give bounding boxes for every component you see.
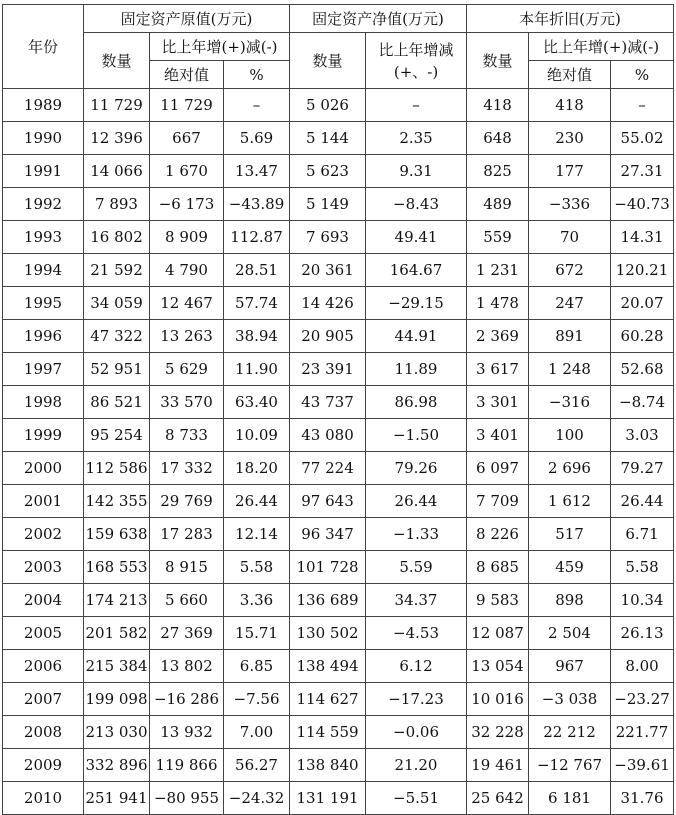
original-quantity-cell: 168 553: [84, 551, 150, 584]
depreciation-percent-cell: 27.31: [611, 155, 674, 188]
year-cell: 1996: [3, 320, 84, 353]
table-row: [3, 485, 674, 518]
original-absolute-cell: 12 467: [150, 287, 224, 320]
net-quantity-header: 数量: [290, 33, 366, 89]
depreciation-absolute-cell: 891: [529, 320, 611, 353]
net-change-cell: 34.37: [366, 584, 467, 617]
year-header: 年份: [3, 5, 84, 89]
net-change-cell: 9.31: [366, 155, 467, 188]
original-percent-cell: 13.47: [224, 155, 290, 188]
year-cell: 2001: [3, 485, 84, 518]
year-cell: 1993: [3, 221, 84, 254]
original-quantity-cell: 21 592: [84, 254, 150, 287]
year-cell: 2002: [3, 518, 84, 551]
depreciation-absolute-cell: 2 504: [529, 617, 611, 650]
net-quantity-cell: 96 347: [290, 518, 366, 551]
depreciation-quantity-cell: 2 369: [467, 320, 529, 353]
original-percent-cell: 6.85: [224, 650, 290, 683]
depreciation-quantity-cell: 8 226: [467, 518, 529, 551]
original-percent-cell: 7.00: [224, 716, 290, 749]
original-quantity-cell: 215 384: [84, 650, 150, 683]
depreciation-quantity-cell: 7 709: [467, 485, 529, 518]
year-cell: 2005: [3, 617, 84, 650]
table-row: [3, 221, 674, 254]
year-cell: 1998: [3, 386, 84, 419]
original-percent-cell: −24.32: [224, 782, 290, 815]
original-quantity-cell: 12 396: [84, 122, 150, 155]
depreciation-percent-cell: 6.71: [611, 518, 674, 551]
depreciation-quantity-cell: 9 583: [467, 584, 529, 617]
depreciation-quantity-cell: 1 231: [467, 254, 529, 287]
original-absolute-header: 绝对值: [150, 61, 224, 89]
fixed-assets-table: [2, 4, 674, 815]
table-row: [3, 188, 674, 221]
net-change-cell: −4.53: [366, 617, 467, 650]
depreciation-percent-cell: 55.02: [611, 122, 674, 155]
year-cell: 1990: [3, 122, 84, 155]
depreciation-percent-cell: 221.77: [611, 716, 674, 749]
net-change-cell: –: [366, 89, 467, 122]
original-percent-cell: –: [224, 89, 290, 122]
depreciation-percent-cell: 3.03: [611, 419, 674, 452]
depreciation-absolute-cell: −316: [529, 386, 611, 419]
depreciation-absolute-header: 绝对值: [529, 61, 611, 89]
year-cell: 2010: [3, 782, 84, 815]
net-quantity-cell: 43 737: [290, 386, 366, 419]
year-cell: 2006: [3, 650, 84, 683]
depreciation-absolute-cell: −336: [529, 188, 611, 221]
depreciation-percent-cell: −39.61: [611, 749, 674, 782]
year-cell: 1989: [3, 89, 84, 122]
original-absolute-cell: 17 283: [150, 518, 224, 551]
original-percent-header: %: [224, 61, 290, 89]
net-change-cell: −8.43: [366, 188, 467, 221]
net-change-cell: 79.26: [366, 452, 467, 485]
original-absolute-cell: 8 733: [150, 419, 224, 452]
depreciation-quantity-cell: 13 054: [467, 650, 529, 683]
original-percent-cell: 3.36: [224, 584, 290, 617]
depreciation-absolute-cell: 459: [529, 551, 611, 584]
net-change-cell: 5.59: [366, 551, 467, 584]
net-quantity-cell: 23 391: [290, 353, 366, 386]
depreciation-percent-cell: −23.27: [611, 683, 674, 716]
original-percent-cell: 38.94: [224, 320, 290, 353]
depreciation-percent-cell: −40.73: [611, 188, 674, 221]
net-quantity-cell: 5 026: [290, 89, 366, 122]
original-absolute-cell: 29 769: [150, 485, 224, 518]
depreciation-quantity-cell: 12 087: [467, 617, 529, 650]
net-quantity-cell: 101 728: [290, 551, 366, 584]
net-quantity-cell: 5 144: [290, 122, 366, 155]
depreciation-percent-cell: 14.31: [611, 221, 674, 254]
table-row: [3, 419, 674, 452]
table-row: [3, 551, 674, 584]
original-quantity-cell: 142 355: [84, 485, 150, 518]
depreciation-quantity-cell: 3 617: [467, 353, 529, 386]
net-quantity-cell: 97 643: [290, 485, 366, 518]
original-absolute-cell: 27 369: [150, 617, 224, 650]
depreciation-quantity-cell: 825: [467, 155, 529, 188]
depreciation-percent-cell: 20.07: [611, 287, 674, 320]
original-quantity-cell: 52 951: [84, 353, 150, 386]
original-quantity-cell: 47 322: [84, 320, 150, 353]
original-absolute-cell: 667: [150, 122, 224, 155]
net-quantity-cell: 20 905: [290, 320, 366, 353]
depreciation-percent-cell: 60.28: [611, 320, 674, 353]
table-row: [3, 452, 674, 485]
table-row: [3, 353, 674, 386]
net-change-cell: 26.44: [366, 485, 467, 518]
year-cell: 2004: [3, 584, 84, 617]
depreciation-absolute-cell: 1 612: [529, 485, 611, 518]
original-percent-cell: 112.87: [224, 221, 290, 254]
year-cell: 1995: [3, 287, 84, 320]
depreciation-absolute-cell: 898: [529, 584, 611, 617]
year-cell: 1991: [3, 155, 84, 188]
year-cell: 2009: [3, 749, 84, 782]
table-row: [3, 287, 674, 320]
net-change-cell: −29.15: [366, 287, 467, 320]
net-change-cell: −17.23: [366, 683, 467, 716]
year-cell: 1994: [3, 254, 84, 287]
depreciation-absolute-cell: 517: [529, 518, 611, 551]
year-cell: 2003: [3, 551, 84, 584]
table-row: [3, 650, 674, 683]
header-row-1: [3, 5, 674, 33]
original-percent-cell: 5.58: [224, 551, 290, 584]
original-percent-cell: 56.27: [224, 749, 290, 782]
depreciation-quantity-cell: 6 097: [467, 452, 529, 485]
table-row: [3, 782, 674, 815]
original-absolute-cell: 33 570: [150, 386, 224, 419]
original-absolute-cell: −6 173: [150, 188, 224, 221]
original-quantity-cell: 7 893: [84, 188, 150, 221]
table-row: [3, 716, 674, 749]
depreciation-percent-cell: 120.21: [611, 254, 674, 287]
net-quantity-cell: 130 502: [290, 617, 366, 650]
depreciation-absolute-cell: 1 248: [529, 353, 611, 386]
table-body: [3, 89, 674, 815]
net-change-header: 比上年增减(+、-): [366, 33, 467, 89]
depreciation-quantity-cell: 3 301: [467, 386, 529, 419]
original-absolute-cell: 13 802: [150, 650, 224, 683]
table-row: [3, 320, 674, 353]
net-quantity-cell: 114 559: [290, 716, 366, 749]
original-absolute-cell: 11 729: [150, 89, 224, 122]
original-absolute-cell: −80 955: [150, 782, 224, 815]
depreciation-percent-header: %: [611, 61, 674, 89]
original-quantity-cell: 14 066: [84, 155, 150, 188]
original-percent-cell: 26.44: [224, 485, 290, 518]
original-quantity-cell: 213 030: [84, 716, 150, 749]
depreciation-percent-cell: 5.58: [611, 551, 674, 584]
original-absolute-cell: 8 909: [150, 221, 224, 254]
original-value-header: 固定资产原值(万元): [84, 5, 290, 33]
depreciation-absolute-cell: 6 181: [529, 782, 611, 815]
net-change-cell: −5.51: [366, 782, 467, 815]
depreciation-quantity-cell: 1 478: [467, 287, 529, 320]
table-row: [3, 749, 674, 782]
original-absolute-cell: 5 660: [150, 584, 224, 617]
depreciation-change-header: 比上年增(+)减(-): [529, 33, 674, 61]
year-cell: 1997: [3, 353, 84, 386]
year-cell: 1992: [3, 188, 84, 221]
original-percent-cell: −7.56: [224, 683, 290, 716]
table-row: [3, 89, 674, 122]
depreciation-quantity-cell: 8 685: [467, 551, 529, 584]
depreciation-percent-cell: 10.34: [611, 584, 674, 617]
depreciation-quantity-cell: 3 401: [467, 419, 529, 452]
original-absolute-cell: 13 932: [150, 716, 224, 749]
original-quantity-cell: 95 254: [84, 419, 150, 452]
depreciation-absolute-cell: 967: [529, 650, 611, 683]
net-change-cell: 86.98: [366, 386, 467, 419]
net-quantity-cell: 136 689: [290, 584, 366, 617]
depreciation-absolute-cell: 418: [529, 89, 611, 122]
table-row: [3, 122, 674, 155]
depreciation-absolute-cell: 672: [529, 254, 611, 287]
net-quantity-cell: 5 623: [290, 155, 366, 188]
original-absolute-cell: 4 790: [150, 254, 224, 287]
table-row: [3, 155, 674, 188]
original-absolute-cell: 119 866: [150, 749, 224, 782]
net-quantity-cell: 138 494: [290, 650, 366, 683]
depreciation-quantity-cell: 418: [467, 89, 529, 122]
original-absolute-cell: 5 629: [150, 353, 224, 386]
depreciation-percent-cell: 8.00: [611, 650, 674, 683]
original-quantity-cell: 251 941: [84, 782, 150, 815]
original-percent-cell: −43.89: [224, 188, 290, 221]
original-quantity-cell: 199 098: [84, 683, 150, 716]
depreciation-quantity-cell: 559: [467, 221, 529, 254]
net-change-cell: −1.33: [366, 518, 467, 551]
year-cell: 2008: [3, 716, 84, 749]
original-quantity-cell: 112 586: [84, 452, 150, 485]
net-change-cell: 21.20: [366, 749, 467, 782]
original-percent-cell: 5.69: [224, 122, 290, 155]
table-row: [3, 254, 674, 287]
net-change-cell: 2.35: [366, 122, 467, 155]
original-absolute-cell: 13 263: [150, 320, 224, 353]
original-change-header: 比上年增(+)减(-): [150, 33, 290, 61]
depreciation-percent-cell: 26.44: [611, 485, 674, 518]
depreciation-absolute-cell: 247: [529, 287, 611, 320]
year-cell: 2000: [3, 452, 84, 485]
depreciation-absolute-cell: −3 038: [529, 683, 611, 716]
net-change-cell: 49.41: [366, 221, 467, 254]
table-row: [3, 617, 674, 650]
original-percent-cell: 12.14: [224, 518, 290, 551]
depreciation-absolute-cell: 177: [529, 155, 611, 188]
net-change-cell: 164.67: [366, 254, 467, 287]
original-percent-cell: 63.40: [224, 386, 290, 419]
depreciation-header: 本年折旧(万元): [467, 5, 674, 33]
net-quantity-cell: 5 149: [290, 188, 366, 221]
table-row: [3, 683, 674, 716]
depreciation-quantity-cell: 648: [467, 122, 529, 155]
depreciation-quantity-cell: 25 642: [467, 782, 529, 815]
original-percent-cell: 15.71: [224, 617, 290, 650]
depreciation-quantity-cell: 32 228: [467, 716, 529, 749]
original-quantity-cell: 332 896: [84, 749, 150, 782]
net-quantity-cell: 43 080: [290, 419, 366, 452]
depreciation-quantity-cell: 489: [467, 188, 529, 221]
depreciation-quantity-cell: 19 461: [467, 749, 529, 782]
header-row-2: [3, 33, 674, 61]
depreciation-absolute-cell: 22 212: [529, 716, 611, 749]
original-percent-cell: 28.51: [224, 254, 290, 287]
depreciation-percent-cell: –: [611, 89, 674, 122]
depreciation-percent-cell: 79.27: [611, 452, 674, 485]
net-change-cell: 6.12: [366, 650, 467, 683]
depreciation-absolute-cell: 230: [529, 122, 611, 155]
original-quantity-cell: 11 729: [84, 89, 150, 122]
original-quantity-cell: 34 059: [84, 287, 150, 320]
net-quantity-cell: 7 693: [290, 221, 366, 254]
depreciation-percent-cell: −8.74: [611, 386, 674, 419]
table-row: [3, 584, 674, 617]
original-percent-cell: 18.20: [224, 452, 290, 485]
depreciation-quantity-header: 数量: [467, 33, 529, 89]
original-quantity-cell: 159 638: [84, 518, 150, 551]
original-absolute-cell: 17 332: [150, 452, 224, 485]
original-percent-cell: 10.09: [224, 419, 290, 452]
original-quantity-cell: 86 521: [84, 386, 150, 419]
depreciation-absolute-cell: 100: [529, 419, 611, 452]
depreciation-percent-cell: 26.13: [611, 617, 674, 650]
net-change-cell: 11.89: [366, 353, 467, 386]
original-quantity-cell: 174 213: [84, 584, 150, 617]
depreciation-absolute-cell: 2 696: [529, 452, 611, 485]
original-percent-cell: 57.74: [224, 287, 290, 320]
depreciation-percent-cell: 31.76: [611, 782, 674, 815]
table-row: [3, 386, 674, 419]
original-absolute-cell: 8 915: [150, 551, 224, 584]
net-quantity-cell: 114 627: [290, 683, 366, 716]
original-quantity-cell: 201 582: [84, 617, 150, 650]
net-quantity-cell: 77 224: [290, 452, 366, 485]
net-quantity-cell: 138 840: [290, 749, 366, 782]
net-change-cell: −0.06: [366, 716, 467, 749]
net-quantity-cell: 20 361: [290, 254, 366, 287]
year-cell: 2007: [3, 683, 84, 716]
original-quantity-cell: 16 802: [84, 221, 150, 254]
original-absolute-cell: 1 670: [150, 155, 224, 188]
original-quantity-header: 数量: [84, 33, 150, 89]
depreciation-percent-cell: 52.68: [611, 353, 674, 386]
net-quantity-cell: 131 191: [290, 782, 366, 815]
original-absolute-cell: −16 286: [150, 683, 224, 716]
net-change-cell: −1.50: [366, 419, 467, 452]
table-row: [3, 518, 674, 551]
net-value-header: 固定资产净值(万元): [290, 5, 467, 33]
year-cell: 1999: [3, 419, 84, 452]
net-quantity-cell: 14 426: [290, 287, 366, 320]
depreciation-quantity-cell: 10 016: [467, 683, 529, 716]
original-percent-cell: 11.90: [224, 353, 290, 386]
depreciation-absolute-cell: −12 767: [529, 749, 611, 782]
depreciation-absolute-cell: 70: [529, 221, 611, 254]
net-change-cell: 44.91: [366, 320, 467, 353]
